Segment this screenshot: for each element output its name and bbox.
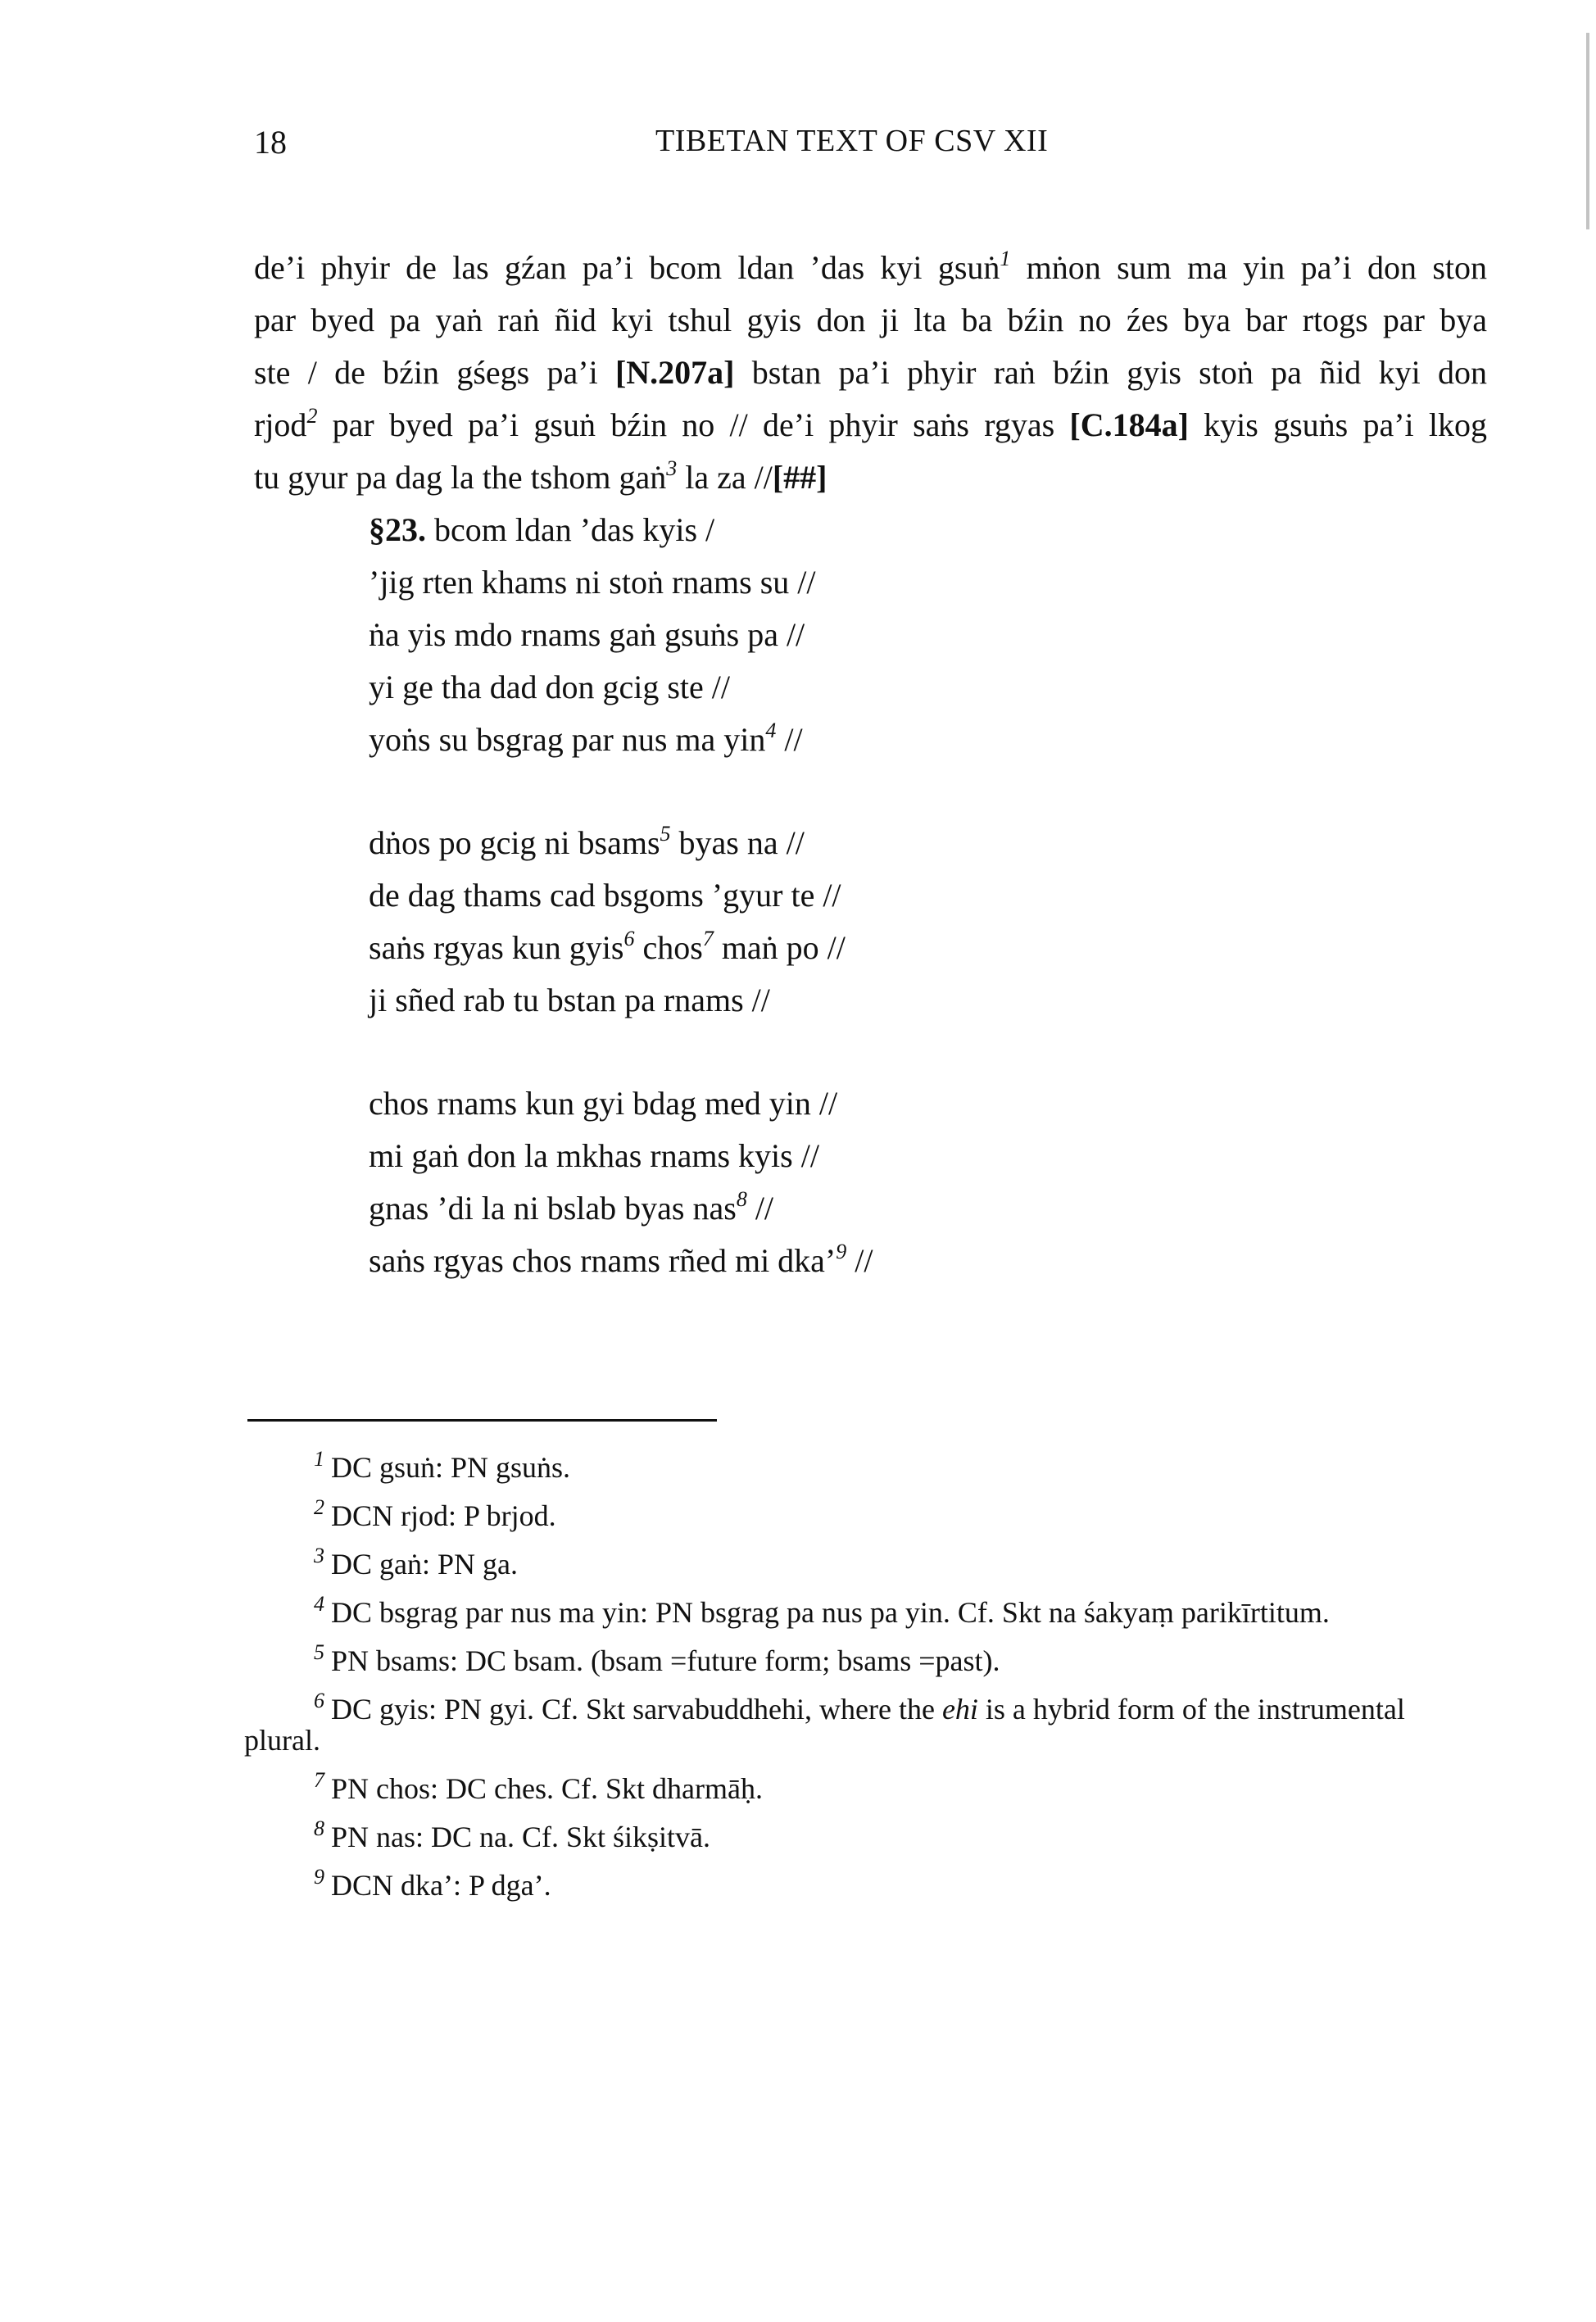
footnote-ref: 6 (623, 927, 635, 950)
footnote-number: 3 (314, 1544, 324, 1567)
scan-edge-mark (1586, 33, 1589, 229)
paragraph-line: ste / de bźin gśegs pa’i [N.207a] bstan pa’i phyir raṅ bźin gyis stoṅ pa ñid kyi don (254, 354, 1487, 391)
footnote-number: 1 (314, 1447, 324, 1471)
footnote-ref: 2 (306, 404, 318, 428)
verse-line: yoṅs su bsgrag par nus ma yin$^4$ // (369, 719, 803, 758)
footnote-ref: 3 (666, 456, 678, 480)
folio-reference: [N.207a] (614, 354, 735, 391)
stanza (369, 817, 873, 1027)
footnote-ref: 7 (702, 927, 714, 950)
footnotes (244, 1447, 1481, 1918)
section-number: §23. (369, 511, 426, 548)
footnote: $^1$ DC gsuṅ: PN gsuṅs. (314, 1447, 571, 1484)
footnote: $^6$ DC gyis: PN gyi. Cf. Skt sarvabuddhehi, where the ehi is a hybrid form of the instrumental plural. (244, 1689, 1405, 1757)
footnote: $^2$ DCN rjod: P brjod. (314, 1495, 556, 1532)
footnote-divider (247, 1419, 717, 1422)
footnote: $^8$ PN nas: DC na. Cf. Skt śikṣitvā. (314, 1816, 711, 1853)
footnote: $^7$ PN chos: DC ches. Cf. Skt dharmāḥ. (314, 1768, 763, 1805)
verse-line: mi gaṅ don la mkhas rnams kyis // (369, 1137, 819, 1174)
footnote-ref: 8 (736, 1187, 747, 1211)
footnote: $^4$ DC bsgrag par nus ma yin: PN bsgrag pa nus pa yin. Cf. Skt na śakyaṃ parikīrtitum. (314, 1592, 1330, 1629)
footnote-ref: 1 (1000, 247, 1011, 270)
stanza (369, 556, 873, 766)
page-header (254, 123, 1483, 172)
verse-line: chos rnams kun gyi bdag med yin // (369, 1085, 838, 1122)
verse-line: de dag thams cad bsgoms ’gyur te // (369, 877, 841, 914)
footnote-number: 6 (314, 1689, 324, 1712)
footnote: $^3$ DC gaṅ: PN ga. (314, 1544, 518, 1581)
verse-line: ji sñed rab tu bstan pa rnams // (369, 982, 770, 1018)
paragraph-line: par byed pa yaṅ raṅ ñid kyi tshul gyis don ji lta ba bźin no źes bya bar rtogs par bya (254, 302, 1487, 338)
verse-line: dṅos po gcig ni bsams$^5$ byas na // (369, 822, 805, 861)
footnote-number: 2 (314, 1495, 324, 1519)
folio-reference: [##] (772, 459, 827, 496)
paragraph-line: de’i phyir de las gźan pa’i bcom ldan ’das kyi gsuṅ$^1$ mṅon sum ma yin pa’i don ston (254, 247, 1488, 286)
commentary-paragraph (254, 242, 1487, 504)
footnote-number: 8 (314, 1816, 324, 1840)
footnote-number: 7 (314, 1768, 324, 1792)
footnote-ref: 4 (765, 719, 777, 742)
section-heading: §23. bcom ldan ’das kyis / (369, 511, 715, 548)
verse-line: ’jig rten khams ni stoṅ rnams su // (369, 564, 816, 601)
footnote-ref: 5 (660, 822, 671, 846)
verse-block (369, 504, 873, 1338)
footnote-ref: 9 (836, 1240, 847, 1263)
folio-reference: [C.184a] (1069, 406, 1189, 443)
footnote-number: 4 (314, 1592, 324, 1616)
verse-line: ṅa yis mdo rnams gaṅ gsuṅs pa // (369, 616, 805, 653)
verse-line: saṅs rgyas kun gyis$^6$ chos$^7$ maṅ po // (369, 927, 846, 966)
stanza (369, 1077, 873, 1287)
paragraph-line: tu gyur pa dag la the tshom gaṅ$^3$ la za //[##] (254, 456, 827, 496)
verse-line: yi ge tha dad don gcig ste // (369, 669, 731, 705)
paragraph-line: rjod$^2$ par byed pa’i gsuṅ bźin no // de’i phyir saṅs rgyas [C.184a] kyis gsuṅs pa’i lkog (254, 404, 1487, 443)
verse-line: gnas ’di la ni bslab byas nas$^8$ // (369, 1187, 774, 1227)
footnote-number: 5 (314, 1640, 324, 1664)
page-number: 18 (254, 124, 287, 161)
footnote: $^5$ PN bsams: DC bsam. (bsam =future form; bsams =past). (314, 1640, 1000, 1677)
footnote: $^9$ DCN dka’: P dga’. (314, 1865, 551, 1902)
footnote-number: 9 (314, 1865, 324, 1889)
running-head: TIBETAN TEXT OF CSV XII (655, 124, 1049, 158)
verse-line: saṅs rgyas chos rnams rñed mi dka’$^9$ // (369, 1240, 873, 1279)
